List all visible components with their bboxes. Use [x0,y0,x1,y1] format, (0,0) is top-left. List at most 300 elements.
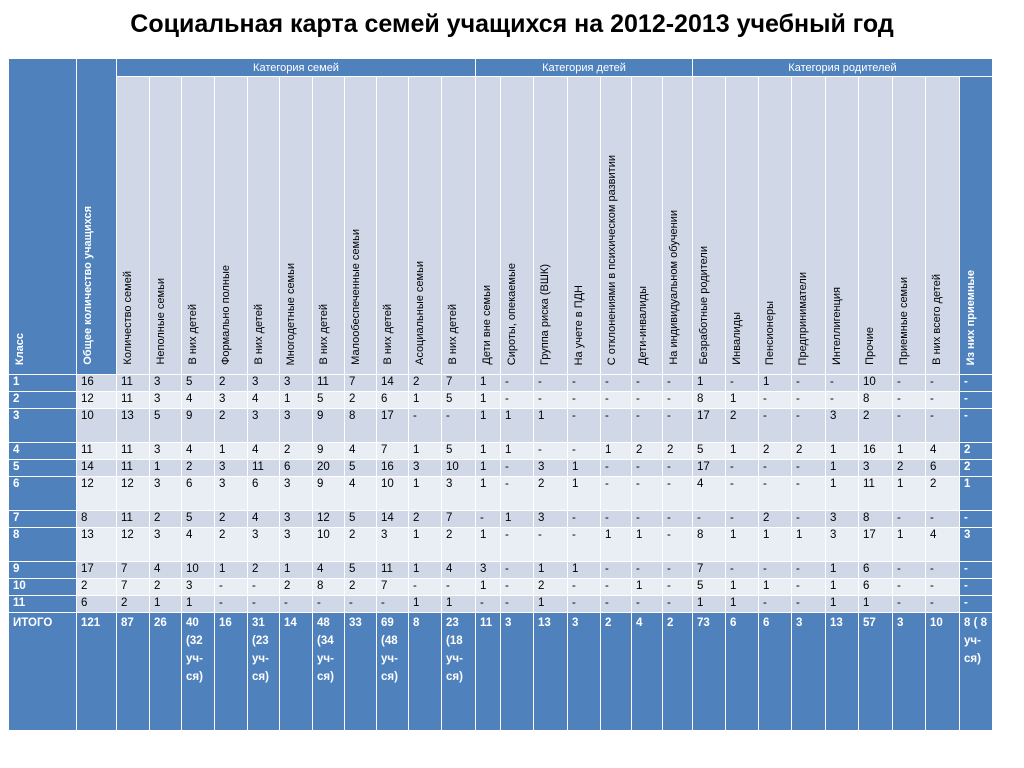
total-cell: 11 [476,613,501,731]
table-row [9,562,993,579]
table-cell: - [792,477,826,511]
table-cell: 2 [182,460,215,477]
table-cell: 1 [568,562,601,579]
header-total-students: Общее количество учащихся [77,59,117,375]
table-cell: 1 [792,528,826,562]
table-cell: 11 [117,511,150,528]
table-cell: - [960,392,993,409]
table-cell: - [442,579,476,596]
table-cell: 4 [182,528,215,562]
table-cell: 4 [248,392,280,409]
table-cell: 2 [345,528,377,562]
table-cell: - [409,579,442,596]
table-cell: 3 [150,477,182,511]
table-cell: - [280,596,313,613]
class-label: 7 [9,511,77,528]
table-cell: - [960,596,993,613]
table-cell: - [663,596,693,613]
table-cell: 2 [409,511,442,528]
table-cell: - [726,375,759,392]
table-cell: - [601,511,632,528]
total-cell: 3 [893,613,926,731]
table-cell: 5 [442,392,476,409]
table-row [9,528,993,562]
table-cell: 13 [117,409,150,443]
table-cell: - [313,596,345,613]
table-cell: - [632,477,663,511]
total-cell: 2 [601,613,632,731]
table-cell: 1 [476,579,501,596]
table-cell: 1 [726,579,759,596]
table-cell: 2 [926,477,960,511]
social-map-table [8,58,993,731]
table-cell: - [663,528,693,562]
table-cell: 1 [893,477,926,511]
table-cell: 1 [150,460,182,477]
table-cell: 1 [476,528,501,562]
table-cell: 3 [150,392,182,409]
table-cell: 7 [345,375,377,392]
table-cell: 1 [759,528,792,562]
table-cell: 4 [442,562,476,579]
table-cell: 1 [693,596,726,613]
table-cell: 2 [215,375,248,392]
table-cell: - [248,579,280,596]
column-header: Многодетные семьи [280,77,313,375]
table-cell: - [960,579,993,596]
header-class: Класс [9,59,77,375]
total-cell: 3 [792,613,826,731]
class-label: 2 [9,392,77,409]
total-students-cell: 10 [77,409,117,443]
column-header: Неполные семьи [150,77,182,375]
total-label: ИТОГО [9,613,77,731]
column-header: Группа риска (ВШК) [534,77,568,375]
table-cell: 9 [313,477,345,511]
table-cell: 5 [182,375,215,392]
table-cell: - [726,477,759,511]
table-cell: 17 [693,409,726,443]
table-cell: 1 [215,443,248,460]
column-header: Формально полные [215,77,248,375]
total-cell: 14 [280,613,313,731]
table-cell: 1 [476,409,501,443]
table-cell: 1 [409,528,442,562]
table-cell: 1 [726,528,759,562]
class-label: 1 [9,375,77,392]
page-title: Социальная карта семей учащихся на 2012-2013 учебный год [130,10,894,38]
table-cell: 5 [345,562,377,579]
table-cell: 3 [826,409,859,443]
table-cell: 3 [248,409,280,443]
table-cell: 1 [826,477,859,511]
table-cell: - [960,375,993,392]
table-cell: 2 [792,443,826,460]
table-cell: - [601,392,632,409]
column-header: В них детей [313,77,345,375]
table-cell: - [632,460,663,477]
table-cell: - [792,375,826,392]
table-cell: - [215,579,248,596]
table-cell: - [501,460,534,477]
table-cell: - [792,409,826,443]
table-cell: 6 [182,477,215,511]
table-cell: 1 [476,460,501,477]
table-cell: 1 [632,528,663,562]
table-cell: 17 [693,460,726,477]
table-cell: 2 [345,392,377,409]
table-cell: - [568,409,601,443]
table-cell: 1 [568,477,601,511]
table-cell: 2 [280,579,313,596]
total-cell: 6 [759,613,792,731]
column-header: Дети вне семьи [476,77,501,375]
group-children-category: Категория детей [476,59,693,77]
column-header: Асоциальные семьи [409,77,442,375]
table-cell: - [534,528,568,562]
column-header: Из них приемные [960,77,993,375]
table-cell: - [663,409,693,443]
table-cell: - [601,562,632,579]
table-cell: 10 [377,477,409,511]
table-cell: 3 [280,409,313,443]
table-cell: - [476,596,501,613]
group-parents-category: Категория родителей [693,59,993,77]
table-cell: 3 [215,477,248,511]
table-cell: - [792,511,826,528]
table-cell: - [534,443,568,460]
table-cell: 2 [726,409,759,443]
table-cell: 2 [280,443,313,460]
table-cell: 1 [501,511,534,528]
table-cell: - [215,596,248,613]
table-cell: 6 [926,460,960,477]
table-cell: 7 [117,579,150,596]
total-cell: 8 [409,613,442,731]
table-cell: - [632,392,663,409]
table-cell: - [693,511,726,528]
table-cell: 2 [345,579,377,596]
table-cell: - [568,392,601,409]
table-cell: 1 [501,409,534,443]
table-cell: - [632,409,663,443]
column-header: Предприниматели [792,77,826,375]
table-cell: - [759,409,792,443]
table-cell: 4 [182,392,215,409]
table-cell: 8 [859,392,893,409]
table-cell: 1 [442,596,476,613]
table-cell: 1 [215,562,248,579]
total-students-cell: 2 [77,579,117,596]
table-row [9,443,993,460]
table-cell: 1 [476,443,501,460]
table-cell: 3 [859,460,893,477]
table-cell: 5 [345,460,377,477]
table-cell: 1 [826,596,859,613]
table-cell: 9 [182,409,215,443]
table-cell: - [663,477,693,511]
table-cell: 1 [759,375,792,392]
column-header: Инвалиды [726,77,759,375]
table-cell: - [759,460,792,477]
table-cell: 5 [345,511,377,528]
table-cell: - [726,562,759,579]
table-cell: 4 [182,443,215,460]
table-cell: 1 [601,443,632,460]
table-cell: 16 [859,443,893,460]
total-students-cell: 14 [77,460,117,477]
table-cell: - [893,511,926,528]
table-cell: - [409,409,442,443]
table-cell: 6 [280,460,313,477]
table-cell: 6 [859,562,893,579]
table-cell: - [476,511,501,528]
table-cell: 5 [150,409,182,443]
table-cell: 2 [117,596,150,613]
column-header: На учете в ПДН [568,77,601,375]
table-cell: 2 [215,511,248,528]
total-cell: 10 [926,613,960,731]
table-cell: 3 [960,528,993,562]
total-cell: 6 [726,613,759,731]
table-cell: 2 [409,375,442,392]
table-cell: 3 [182,579,215,596]
table-cell: - [248,596,280,613]
table-cell: 2 [534,579,568,596]
table-cell: 5 [182,511,215,528]
table-cell: 14 [377,511,409,528]
table-cell: 8 [859,511,893,528]
table-cell: 9 [313,443,345,460]
total-cell: 48 (34 уч-ся) [313,613,345,731]
table-cell: - [759,392,792,409]
table-cell: - [501,477,534,511]
table-cell: 16 [377,460,409,477]
table-cell: - [568,443,601,460]
table-cell: 3 [215,392,248,409]
table-cell: 3 [150,528,182,562]
table-cell: 8 [313,579,345,596]
table-cell: 1 [960,477,993,511]
table-cell: 4 [248,511,280,528]
total-cell: 8 ( 8 уч-ся) [960,613,993,731]
column-header: В них детей [182,77,215,375]
total-cell: 2 [663,613,693,731]
table-cell: 5 [442,443,476,460]
table-cell: 11 [248,460,280,477]
table-cell: - [926,562,960,579]
table-cell: 3 [280,511,313,528]
table-cell: 10 [313,528,345,562]
total-cell: 40 (32 уч-ся) [182,613,215,731]
total-cell: 87 [117,613,150,731]
class-label: 11 [9,596,77,613]
table-cell: 1 [726,596,759,613]
total-students-cell: 6 [77,596,117,613]
table-cell: - [632,511,663,528]
total-students-cell: 12 [77,392,117,409]
table-cell: 1 [893,528,926,562]
class-label: 3 [9,409,77,443]
table-cell: 2 [215,528,248,562]
total-cell: 3 [501,613,534,731]
column-header: Количество семей [117,77,150,375]
total-cell: 57 [859,613,893,731]
total-cell: 26 [150,613,182,731]
table-cell: 1 [632,579,663,596]
table-cell: 1 [280,392,313,409]
table-cell: - [377,596,409,613]
table-cell: - [893,409,926,443]
table-cell: 3 [534,511,568,528]
table-cell: - [632,375,663,392]
table-cell: 1 [534,562,568,579]
table-cell: 2 [534,477,568,511]
total-row [9,613,993,731]
table-cell: 3 [248,528,280,562]
table-cell: - [926,409,960,443]
table-cell: - [345,596,377,613]
column-header: Прочие [859,77,893,375]
table-cell: 3 [280,375,313,392]
table-cell: - [663,579,693,596]
table-cell: - [501,579,534,596]
table-cell: - [534,375,568,392]
total-cell: 16 [215,613,248,731]
table-cell: - [501,596,534,613]
table-cell: - [663,562,693,579]
table-cell: 5 [693,443,726,460]
table-cell: 1 [826,443,859,460]
table-cell: - [893,392,926,409]
class-label: 8 [9,528,77,562]
table-cell: - [926,375,960,392]
table-cell: 1 [568,460,601,477]
table-cell: 3 [377,528,409,562]
table-cell: 4 [345,443,377,460]
table-cell: 1 [182,596,215,613]
total-students-cell: 11 [77,443,117,460]
table-cell: 4 [150,562,182,579]
table-cell: 11 [117,392,150,409]
table-cell: 3 [248,375,280,392]
table-cell: - [632,596,663,613]
total-students-cell: 8 [77,511,117,528]
table-cell: 1 [826,460,859,477]
table-cell: - [501,562,534,579]
table-cell: 7 [442,511,476,528]
table-cell: - [663,392,693,409]
table-cell: 8 [345,409,377,443]
table-cell: 4 [248,443,280,460]
group-family-category: Категория семей [117,59,476,77]
table-row [9,409,993,443]
table-cell: - [792,579,826,596]
table-cell: 2 [960,460,993,477]
table-cell: 3 [476,562,501,579]
table-cell: 10 [442,460,476,477]
table-cell: - [501,392,534,409]
total-cell: 23 (18 уч-ся) [442,613,476,731]
column-header: Безработные родители [693,77,726,375]
table-cell: - [601,579,632,596]
class-label: 10 [9,579,77,596]
table-cell: 3 [150,443,182,460]
table-cell: - [792,392,826,409]
table-cell: 14 [377,375,409,392]
table-cell: 2 [663,443,693,460]
table-cell: - [663,460,693,477]
total-cell: 13 [826,613,859,731]
table-cell: 4 [345,477,377,511]
total-cell: 31 (23 уч-ся) [248,613,280,731]
column-header: С отклонениями в психическом развитии [601,77,632,375]
table-cell: 1 [693,375,726,392]
table-cell: 2 [960,443,993,460]
table-cell: 1 [759,579,792,596]
table-cell: 4 [693,477,726,511]
table-row [9,579,993,596]
table-cell: - [926,596,960,613]
table-cell: 4 [313,562,345,579]
table-row [9,392,993,409]
table-cell: 11 [117,375,150,392]
table-cell: - [601,596,632,613]
table-cell: 11 [859,477,893,511]
table-cell: 2 [215,409,248,443]
table-cell: 1 [409,392,442,409]
table-cell: - [501,528,534,562]
table-cell: 1 [476,375,501,392]
column-header: Пенсионеры [759,77,792,375]
table-cell: 1 [726,392,759,409]
table-cell: 5 [313,392,345,409]
total-cell: 3 [568,613,601,731]
table-cell: - [926,392,960,409]
table-cell: 1 [826,579,859,596]
table-cell: - [632,562,663,579]
table-cell: 9 [313,409,345,443]
table-cell: - [792,596,826,613]
total-cell: 73 [693,613,726,731]
table-cell: 11 [377,562,409,579]
table-cell: - [568,375,601,392]
column-header: В них детей [248,77,280,375]
table-cell: 2 [893,460,926,477]
table-cell: 1 [476,392,501,409]
column-header: Интеллигенция [826,77,859,375]
table-cell: 12 [117,477,150,511]
column-header: Сироты, опекаемые [501,77,534,375]
table-cell: 3 [150,375,182,392]
table-cell: - [893,579,926,596]
table-cell: 11 [313,375,345,392]
table-cell: - [663,511,693,528]
table-cell: - [534,392,568,409]
table-cell: - [601,477,632,511]
table-cell: 20 [313,460,345,477]
column-header: В них всего детей [926,77,960,375]
table-cell: - [726,460,759,477]
table-cell: - [893,375,926,392]
table-cell: - [893,562,926,579]
table-cell: 2 [248,562,280,579]
table-cell: - [759,477,792,511]
table-cell: - [926,511,960,528]
column-header: В них детей [442,77,476,375]
table-row [9,375,993,392]
table-row [9,477,993,511]
